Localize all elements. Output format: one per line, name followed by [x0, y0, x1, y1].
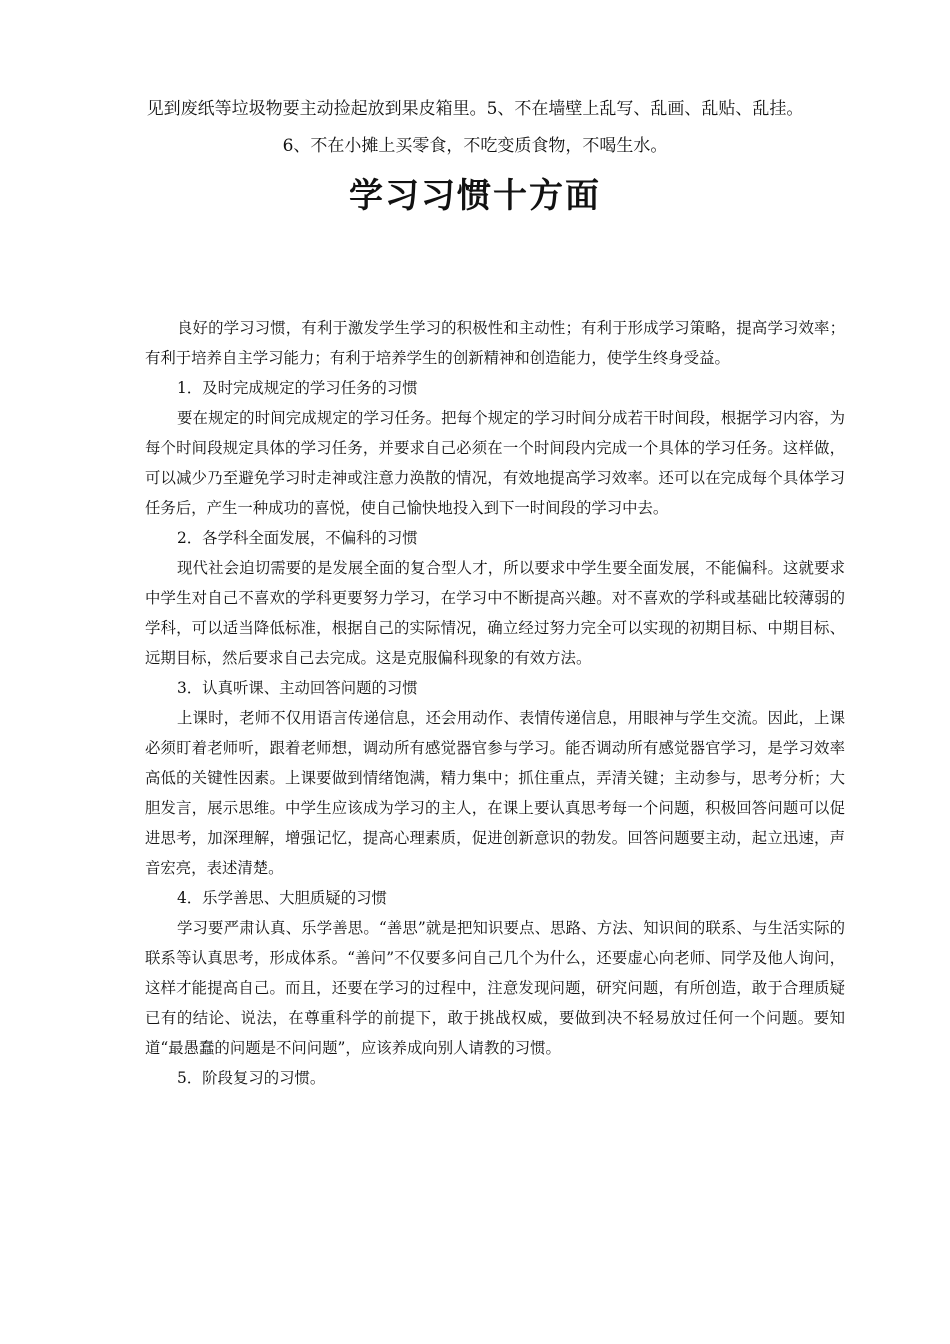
intro-line-2: 6、不在小摊上买零食，不吃变质食物，不喝生水。 [282, 136, 668, 156]
document-body [145, 313, 845, 1093]
section-heading-4: 4．乐学善思、大胆质疑的习惯 [177, 889, 387, 907]
page-title: 学习习惯十方面 [349, 176, 601, 216]
section-text-2: 现代社会迫切需要的是发展全面的复合型人才，所以要求中学生要全面发展，不能偏科。这就要求中学生对自己不喜欢的学科更要努力学习，在学习中不断提高兴趣。对不喜欢的学科或基础比较薄弱的学科，可以适当降低标准，根据自己的实际情况，确立经过努力完全可以实现的初期目标、中期目标、远期目标，然后要求自己去完成。这是克服偏科现象的有效方法。 [145, 559, 845, 667]
section-text-3: 上课时，老师不仅用语言传递信息，还会用动作、表情传递信息，用眼神与学生交流。因此，上课必须盯着老师听，跟着老师想，调动所有感觉器官参与学习。能否调动所有感觉器官学习，是学习效率高低的关键性因素。上课要做到情绪饱满，精力集中；抓住重点，弄清关键；主动参与，思考分析；大胆发言，展示思维。中学生应该成为学习的主人，在课上要认真思考每一个问题，积极回答问题可以促进思考，加深理解，增强记忆，提高心理素质，促进创新意识的勃发。回答问题要主动，起立迅速，声音宏亮，表述清楚。 [145, 709, 845, 877]
section-heading-1: 1．及时完成规定的学习任务的习惯 [177, 379, 418, 397]
intro-line-1: 见到废纸等垃圾物要主动捡起放到果皮箱里。5、不在墙壁上乱写、乱画、乱贴、乱挂。 [146, 99, 804, 119]
section-text-4: 学习要严肃认真、乐学善思。“善思”就是把知识要点、思路、方法、知识间的联系、与生活实际的联系等认真思考，形成体系。“善问”不仅要多问自己几个为什么，还要虚心向老师、同学及他人询问，这样才能提高自己。而且，还要在学习的过程中，注意发现问题，研究问题，有所创造，敢于合理质疑已有的结论、说法，在尊重科学的前提下，敢于挑战权威，要做到决不轻易放过任何一个问题。要知道“最愚蠢的问题是不问问题”，应该养成向别人请教的习惯。 [145, 919, 845, 1057]
section-heading-3: 3．认真听课、主动回答问题的习惯 [177, 679, 418, 697]
lead-paragraph: 良好的学习习惯，有利于激发学生学习的积极性和主动性；有利于形成学习策略，提高学习效率；有利于培养自主学习能力；有利于培养学生的创新精神和创造能力，使学生终身受益。 [145, 319, 845, 367]
section-heading-2: 2．各学科全面发展，不偏科的习惯 [177, 529, 418, 547]
section-heading-5: 5．阶段复习的习惯。 [177, 1069, 326, 1087]
section-text-1: 要在规定的时间完成规定的学习任务。把每个规定的学习时间分成若干时间段，根据学习内容，为每个时间段规定具体的学习任务，并要求自己必须在一个时间段内完成一个具体的学习任务。这样做，可以减少乃至避免学习时走神或注意力涣散的情况，有效地提高学习效率。还可以在完成每个具体学习任务后，产生一种成功的喜悦，使自己愉快地投入到下一时间段的学习中去。 [145, 409, 845, 517]
